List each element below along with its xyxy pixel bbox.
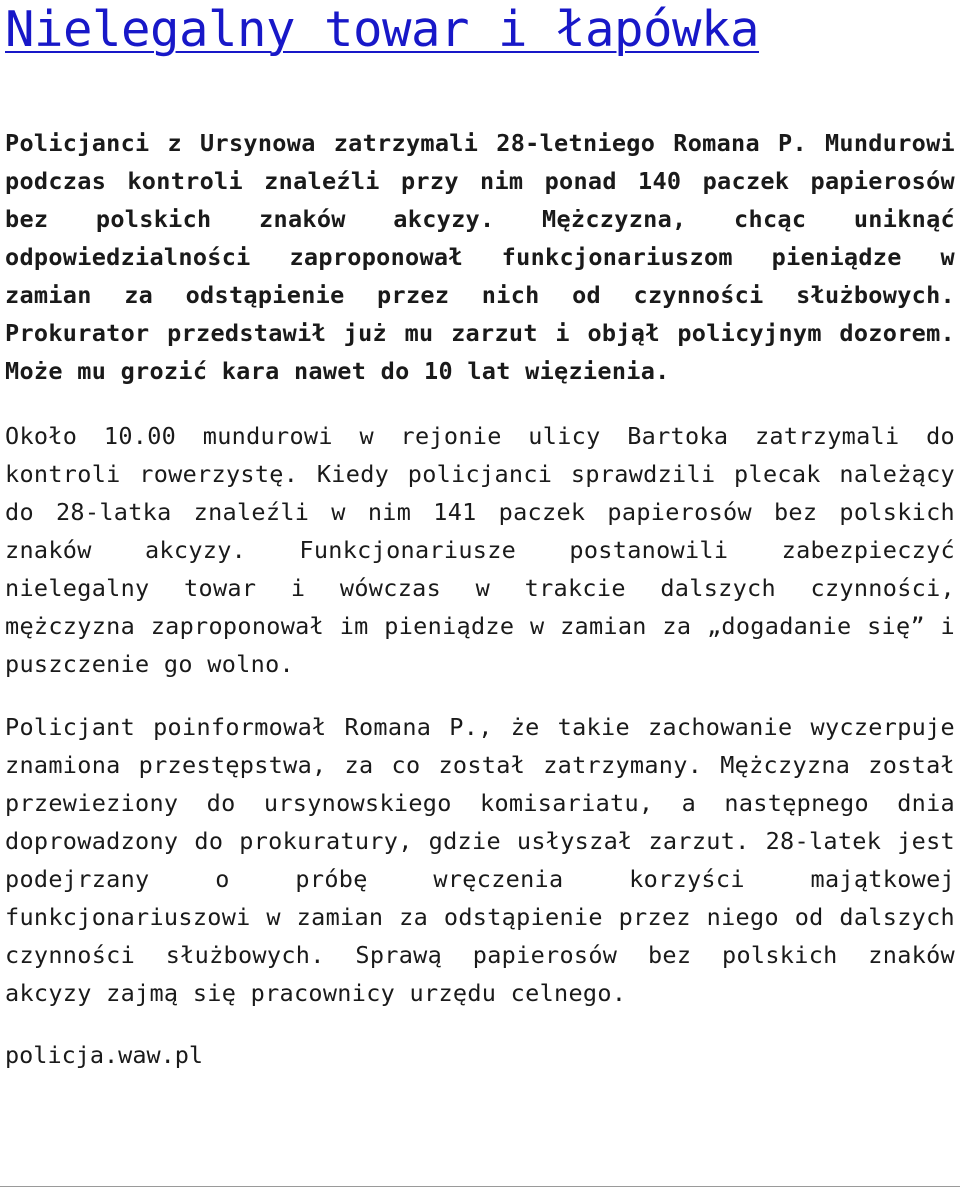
article-paragraph-1: Około 10.00 mundurowi w rejonie ulicy Bartoka zatrzymali do kontroli rowerzystę. Kiedy policjanci sprawdzili plecak należący do 28-latka znaleźli w nim 141 paczek papierosów bez polskich znaków akcyzy. Funkcjonariusze postanowili zabezpieczyć nielegalny towar i wówczas w trakcie dalszych czynności, mężczyzna zaproponował im pieniądze w zamian za „dogadanie się” i puszczenie go wolno. (5, 422, 955, 678)
article-source: policja.waw.pl (5, 1041, 204, 1069)
footer-divider (0, 1186, 960, 1187)
article-title-link[interactable]: Nielegalny towar i łapówka (5, 1, 760, 58)
article-lead: Policjanci z Ursynowa zatrzymali 28-letniego Romana P. Mundurowi podczas kontroli znaleźli przy nim ponad 140 paczek papierosów bez polskich znaków akcyzy. Mężczyzna, chcąc uniknąć odpowiedzialności zaproponował funkcjonariuszom pieniądze w zamian za odstąpienie przez nich od czynności służbowych. Prokurator przedstawił już mu zarzut i objął policyjnym dozorem. Może mu grozić kara nawet do 10 lat więzienia. (5, 129, 955, 385)
article-paragraph-2: Policjant poinformował Romana P., że takie zachowanie wyczerpuje znamiona przestępstwa, za co został zatrzymany. Mężczyzna został przewieziony do ursynowskiego komisariatu, a następnego dnia doprowadzony do prokuratury, gdzie usłyszał zarzut. 28-latek jest podejrzany o próbę wręczenia korzyści majątkowej funkcjonariuszowi w zamian za odstąpienie przez niego od dalszych czynności służbowych. Sprawą papierosów bez polskich znaków akcyzy zajmą się pracownicy urzędu celnego. (5, 713, 955, 1007)
article (5, 0, 955, 1074)
